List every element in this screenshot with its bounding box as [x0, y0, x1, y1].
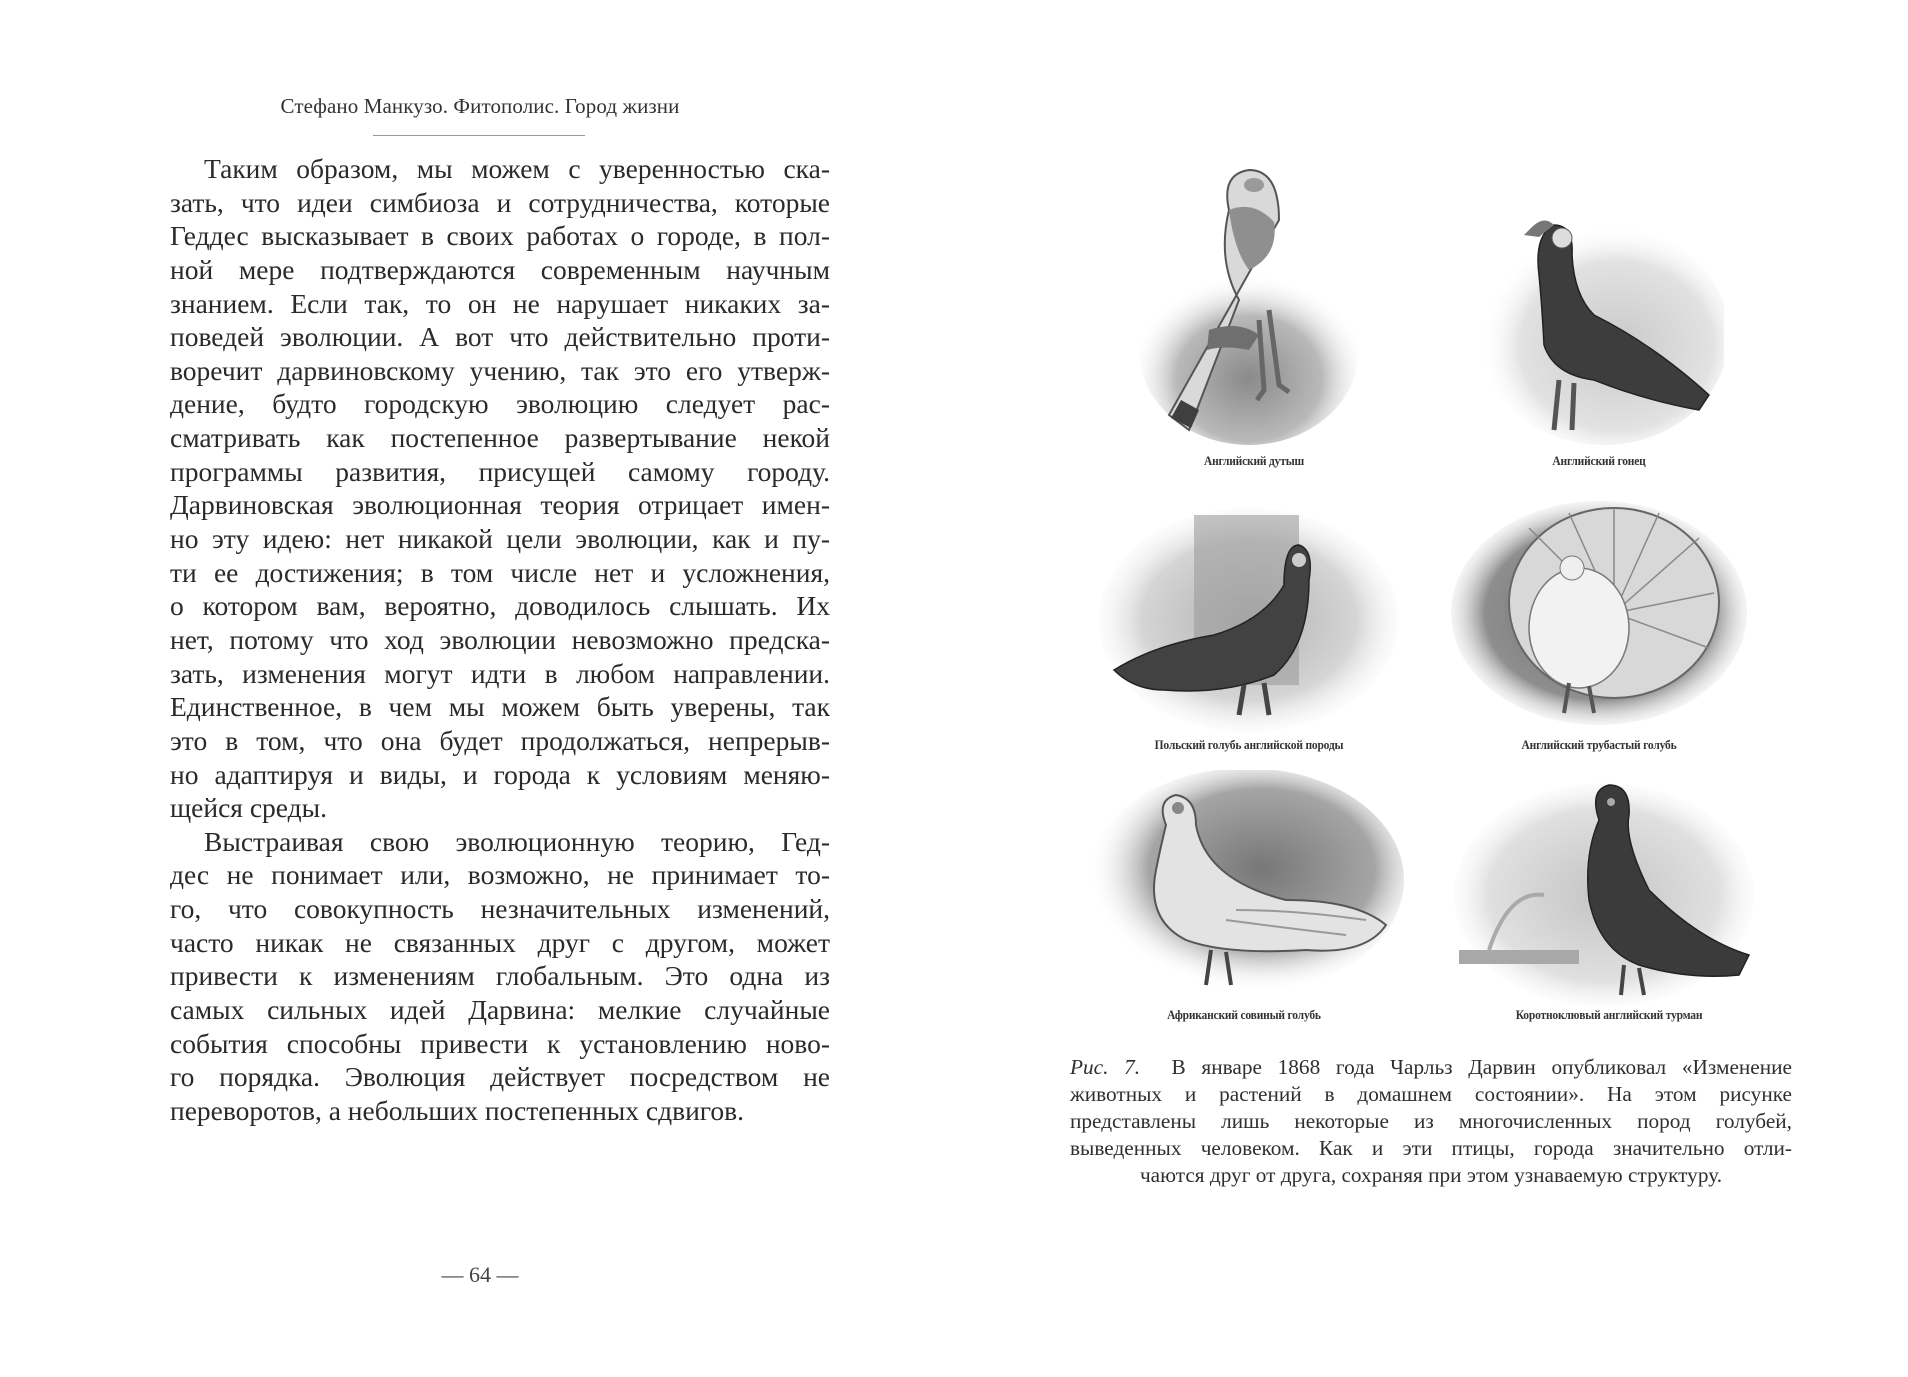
running-head-rule [373, 135, 585, 136]
body-line: зать, что идеи симбиоза и сотрудничества, которые [170, 186, 830, 218]
plate-caption: Коротноклювый английский турман [1515, 1008, 1703, 1022]
pigeon-illustration-fantail [1449, 498, 1749, 733]
figure-caption-line: выведенных человеком. Как и эти птицы, города значительно отли- [1070, 1136, 1792, 1160]
body-line: дение, будто городскую эволюцию следует рас- [170, 388, 830, 420]
body-line: сматривать как постепенное развертывание некой [170, 422, 830, 454]
body-line: Дарвиновская эволюционная теория отрицает имен- [170, 489, 830, 521]
body-line: го порядка. Эволюция действует посредством не [170, 1061, 830, 1093]
body-line: события способны привести к установлению ново- [170, 1027, 830, 1059]
figure-label: Рис. 7. [1070, 1055, 1141, 1079]
body-line: знанием. Если так, то он не нарушает никаких за- [170, 287, 830, 319]
pigeon-illustration-carrier [1454, 205, 1724, 445]
body-line: Единственное, в чем мы можем быть уверены, так [170, 691, 830, 723]
pigeon-illustration-pouter [1129, 160, 1369, 450]
body-line: зать, изменения могут идти в любом направлении. [170, 657, 830, 689]
body-line: самых сильных идей Дарвина: мелкие случайные [170, 994, 830, 1026]
figure-caption-line [1070, 1054, 1792, 1081]
right-page [954, 0, 1908, 1377]
plate-caption: Английский трубастый голубь [1521, 738, 1677, 752]
body-line: программы развития, присущей самому городу. [170, 455, 830, 487]
body-line: это в том, что она будет продолжаться, непрерыв- [170, 724, 830, 756]
figure-caption [1070, 1054, 1792, 1189]
pigeon-illustration-barb [1094, 505, 1404, 735]
body-line: привести к изменениям глобальным. Это одна из [170, 960, 830, 992]
body-line: переворотов, а небольших постепенных сдвигов. [170, 1094, 745, 1126]
plate-caption: Английский гонец [1552, 454, 1646, 468]
figure-caption-line: чаются друг от друга, сохраняя при этом узнаваемую структуру. [1139, 1163, 1723, 1187]
body-line: го, что совокупность незначительных изменений, [170, 893, 830, 925]
plate-caption: Польский голубь английской породы [1154, 738, 1344, 752]
body-line: ной мере подтверждаются современным научным [170, 253, 830, 285]
body-line: но эту идею: нет никакой цели эволюции, как и пу- [170, 523, 830, 555]
pigeon-illustration-tumbler [1449, 780, 1759, 1010]
body-line: нет, потому что ход эволюции невозможно предска- [170, 623, 830, 655]
body-line: но адаптируя и виды, и города к условиям меняю- [170, 758, 830, 790]
page-number: — 64 — [441, 1262, 519, 1287]
body-line: щейся среды. [170, 792, 327, 824]
body-line: ти ее достижения; в том числе нет и усложнения, [170, 556, 830, 588]
plate-caption: Английский дутыш [1203, 454, 1305, 468]
running-head: Стефано Манкузо. Фитополис. Город жизни [280, 94, 680, 118]
body-line: дес не понимает или, возможно, не принимает то- [170, 859, 830, 891]
body-line: Таким образом, мы можем с уверенностью ска- [204, 153, 830, 184]
figure-caption-text: В январе 1868 года Чарльз Дарвин опубликовал «Изменение [1171, 1055, 1793, 1079]
body-text [170, 152, 830, 1128]
figure-caption-line: представлены лишь некоторые из многочисленных пород голубей, [1070, 1109, 1792, 1133]
plate-caption: Африканский совиный голубь [1167, 1008, 1321, 1022]
body-line: воречит дарвиновскому учению, так это его утверж- [170, 354, 830, 386]
figure-caption-line: животных и растений в домашнем состоянии». На этом рисунке [1070, 1082, 1792, 1106]
body-line: поведей эволюции. А вот что действительно проти- [170, 321, 830, 353]
body-line: о котором вам, вероятно, доводилось слышать. Их [170, 590, 830, 622]
body-line: Геддес высказывает в своих работах о городе, в пол- [170, 220, 830, 252]
body-line: Выстраивая свою эволюционную теорию, Гед- [204, 825, 830, 857]
pigeon-illustration-owl [1086, 770, 1406, 1005]
body-line: часто никак не связанных друг с другом, может [170, 926, 830, 958]
